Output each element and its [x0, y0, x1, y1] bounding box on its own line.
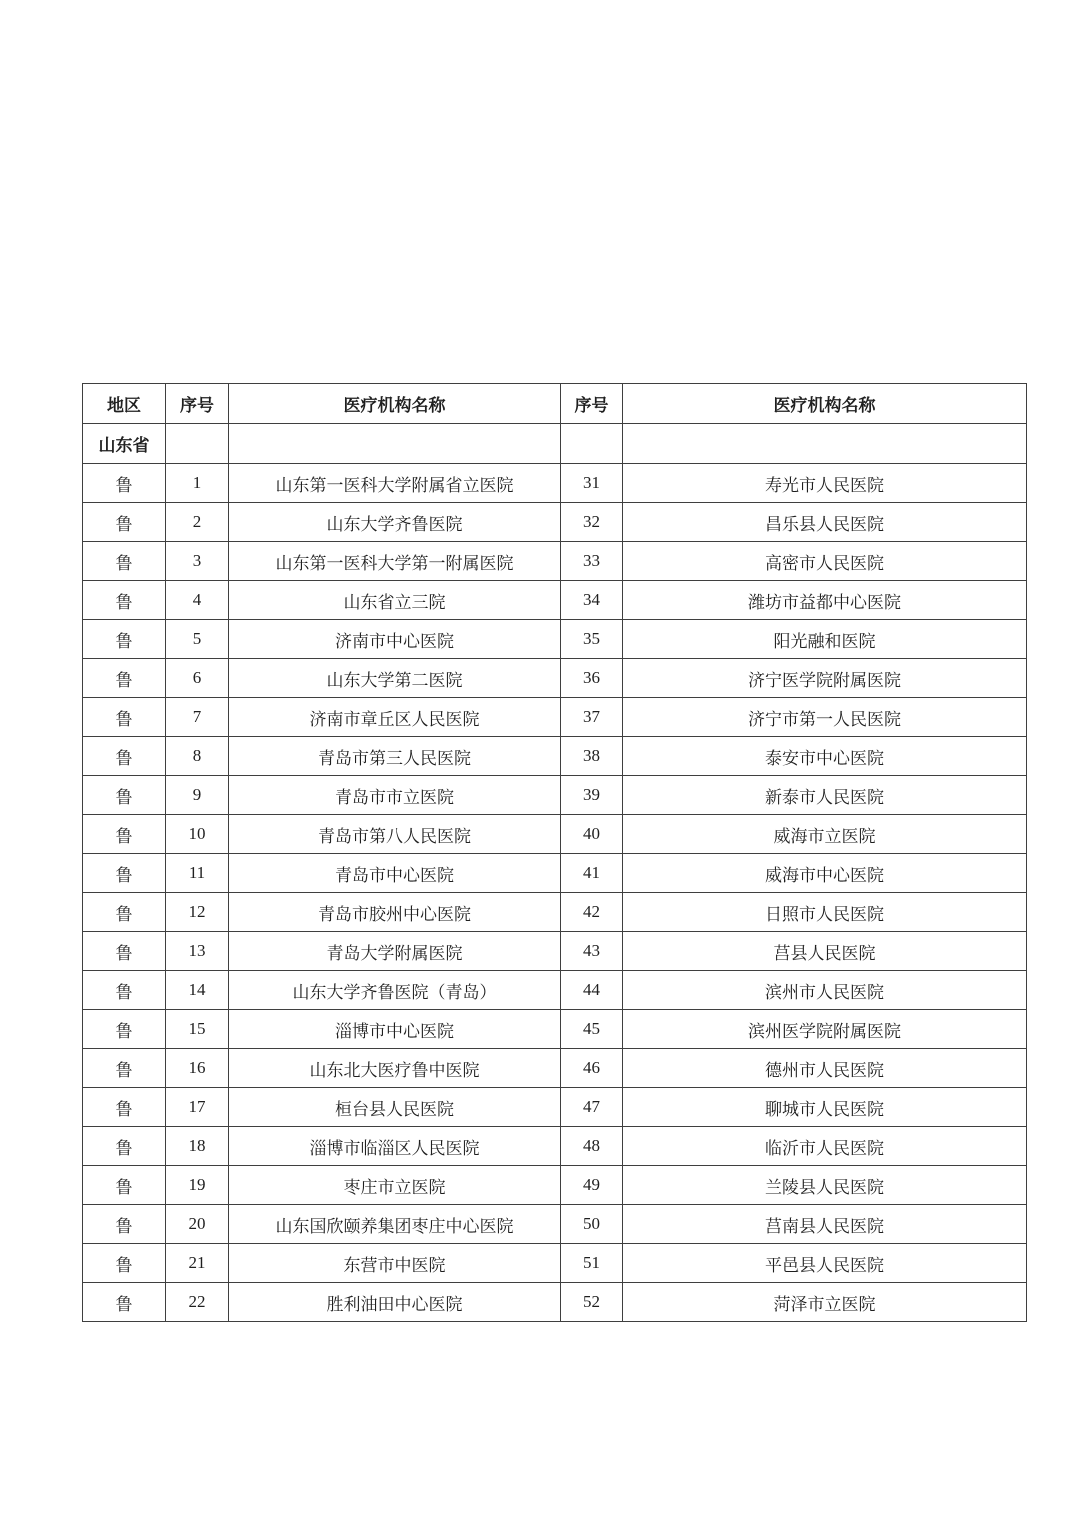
table-row — [83, 854, 1027, 893]
hospital-name-cell-right: 莒县人民医院 — [623, 932, 1027, 971]
hospital-name-cell-right: 高密市人民医院 — [623, 542, 1027, 581]
table-row — [83, 893, 1027, 932]
hospital-name-cell-right: 平邑县人民医院 — [623, 1244, 1027, 1283]
serial-cell-left: 7 — [166, 698, 229, 737]
hospital-name-cell-left: 青岛市中心医院 — [229, 854, 561, 893]
region-cell: 鲁 — [83, 620, 166, 659]
hospital-name-cell-right: 威海市中心医院 — [623, 854, 1027, 893]
region-cell: 鲁 — [83, 464, 166, 503]
hospital-name-cell-right: 阳光融和医院 — [623, 620, 1027, 659]
hospital-name-cell-right: 济宁医学院附属医院 — [623, 659, 1027, 698]
table-row — [83, 815, 1027, 854]
serial-cell-left: 11 — [166, 854, 229, 893]
province-row — [83, 424, 1027, 464]
hospital-table — [82, 383, 1027, 1322]
region-cell: 鲁 — [83, 503, 166, 542]
hospital-name-cell-left: 济南市中心医院 — [229, 620, 561, 659]
table-row — [83, 1088, 1027, 1127]
table-row — [83, 503, 1027, 542]
hospital-name-cell-left: 山东第一医科大学附属省立医院 — [229, 464, 561, 503]
serial-cell-right: 41 — [561, 854, 623, 893]
hospital-name-cell-right: 兰陵县人民医院 — [623, 1166, 1027, 1205]
serial-cell-left: 16 — [166, 1049, 229, 1088]
hospital-name-cell-left: 东营市中医院 — [229, 1244, 561, 1283]
hospital-name-cell-left: 济南市章丘区人民医院 — [229, 698, 561, 737]
region-cell: 鲁 — [83, 659, 166, 698]
serial-cell-right: 52 — [561, 1283, 623, 1322]
region-cell: 鲁 — [83, 1244, 166, 1283]
hospital-name-cell-left: 淄博市临淄区人民医院 — [229, 1127, 561, 1166]
table-body — [83, 424, 1027, 1322]
region-cell: 鲁 — [83, 776, 166, 815]
region-cell: 鲁 — [83, 893, 166, 932]
region-cell: 鲁 — [83, 815, 166, 854]
empty-cell — [561, 424, 623, 464]
serial-cell-right: 49 — [561, 1166, 623, 1205]
serial-cell-left: 2 — [166, 503, 229, 542]
hospital-name-cell-left: 桓台县人民医院 — [229, 1088, 561, 1127]
hospital-name-cell-right: 临沂市人民医院 — [623, 1127, 1027, 1166]
serial-cell-left: 15 — [166, 1010, 229, 1049]
table-row — [83, 1166, 1027, 1205]
hospital-name-cell-left: 淄博市中心医院 — [229, 1010, 561, 1049]
serial-cell-right: 37 — [561, 698, 623, 737]
region-cell: 鲁 — [83, 581, 166, 620]
table-row — [83, 1010, 1027, 1049]
hospital-name-cell-left: 青岛市第三人民医院 — [229, 737, 561, 776]
serial-cell-left: 9 — [166, 776, 229, 815]
table-row — [83, 1205, 1027, 1244]
serial-cell-left: 22 — [166, 1283, 229, 1322]
table-row — [83, 971, 1027, 1010]
hospital-name-cell-right: 德州市人民医院 — [623, 1049, 1027, 1088]
hospital-name-cell-right: 昌乐县人民医院 — [623, 503, 1027, 542]
serial-cell-left: 14 — [166, 971, 229, 1010]
serial-cell-left: 1 — [166, 464, 229, 503]
serial-cell-left: 5 — [166, 620, 229, 659]
province-label: 山东省 — [83, 424, 166, 464]
serial-cell-right: 45 — [561, 1010, 623, 1049]
serial-cell-left: 12 — [166, 893, 229, 932]
empty-cell — [229, 424, 561, 464]
table-header-row — [83, 384, 1027, 424]
table-row — [83, 659, 1027, 698]
region-cell: 鲁 — [83, 971, 166, 1010]
header-serial-left: 序号 — [166, 384, 229, 424]
serial-cell-left: 13 — [166, 932, 229, 971]
hospital-name-cell-right: 新泰市人民医院 — [623, 776, 1027, 815]
table-row — [83, 1127, 1027, 1166]
serial-cell-left: 18 — [166, 1127, 229, 1166]
hospital-name-cell-left: 山东第一医科大学第一附属医院 — [229, 542, 561, 581]
header-region: 地区 — [83, 384, 166, 424]
serial-cell-left: 17 — [166, 1088, 229, 1127]
serial-cell-right: 46 — [561, 1049, 623, 1088]
hospital-name-cell-right: 聊城市人民医院 — [623, 1088, 1027, 1127]
serial-cell-left: 10 — [166, 815, 229, 854]
region-cell: 鲁 — [83, 737, 166, 776]
hospital-name-cell-right: 寿光市人民医院 — [623, 464, 1027, 503]
hospital-name-cell-right: 泰安市中心医院 — [623, 737, 1027, 776]
table-row — [83, 1244, 1027, 1283]
serial-cell-right: 38 — [561, 737, 623, 776]
table-row — [83, 698, 1027, 737]
region-cell: 鲁 — [83, 1049, 166, 1088]
serial-cell-right: 48 — [561, 1127, 623, 1166]
table-row — [83, 737, 1027, 776]
serial-cell-left: 20 — [166, 1205, 229, 1244]
region-cell: 鲁 — [83, 1283, 166, 1322]
serial-cell-right: 43 — [561, 932, 623, 971]
table-row — [83, 464, 1027, 503]
header-serial-right: 序号 — [561, 384, 623, 424]
serial-cell-left: 8 — [166, 737, 229, 776]
table-row — [83, 1283, 1027, 1322]
hospital-name-cell-left: 山东省立三院 — [229, 581, 561, 620]
table-row — [83, 581, 1027, 620]
region-cell: 鲁 — [83, 854, 166, 893]
serial-cell-right: 35 — [561, 620, 623, 659]
serial-cell-right: 32 — [561, 503, 623, 542]
table-row — [83, 542, 1027, 581]
region-cell: 鲁 — [83, 542, 166, 581]
serial-cell-right: 42 — [561, 893, 623, 932]
serial-cell-left: 4 — [166, 581, 229, 620]
header-hospital-name-left: 医疗机构名称 — [229, 384, 561, 424]
table-row — [83, 620, 1027, 659]
hospital-name-cell-right: 菏泽市立医院 — [623, 1283, 1027, 1322]
serial-cell-right: 31 — [561, 464, 623, 503]
serial-cell-right: 47 — [561, 1088, 623, 1127]
hospital-name-cell-right: 济宁市第一人民医院 — [623, 698, 1027, 737]
hospital-name-cell-left: 山东北大医疗鲁中医院 — [229, 1049, 561, 1088]
serial-cell-right: 50 — [561, 1205, 623, 1244]
hospital-name-cell-left: 枣庄市立医院 — [229, 1166, 561, 1205]
hospital-name-cell-left: 山东大学第二医院 — [229, 659, 561, 698]
hospital-name-cell-right: 滨州医学院附属医院 — [623, 1010, 1027, 1049]
region-cell: 鲁 — [83, 698, 166, 737]
hospital-name-cell-right: 日照市人民医院 — [623, 893, 1027, 932]
hospital-name-cell-right: 威海市立医院 — [623, 815, 1027, 854]
serial-cell-left: 3 — [166, 542, 229, 581]
hospital-name-cell-left: 山东大学齐鲁医院 — [229, 503, 561, 542]
serial-cell-right: 39 — [561, 776, 623, 815]
hospital-name-cell-left: 山东国欣颐养集团枣庄中心医院 — [229, 1205, 561, 1244]
region-cell: 鲁 — [83, 1166, 166, 1205]
serial-cell-right: 44 — [561, 971, 623, 1010]
serial-cell-right: 34 — [561, 581, 623, 620]
region-cell: 鲁 — [83, 932, 166, 971]
serial-cell-left: 6 — [166, 659, 229, 698]
table-row — [83, 1049, 1027, 1088]
hospital-name-cell-right: 莒南县人民医院 — [623, 1205, 1027, 1244]
hospital-name-cell-left: 青岛市第八人民医院 — [229, 815, 561, 854]
serial-cell-left: 21 — [166, 1244, 229, 1283]
hospital-name-cell-left: 青岛市市立医院 — [229, 776, 561, 815]
serial-cell-left: 19 — [166, 1166, 229, 1205]
hospital-name-cell-right: 潍坊市益都中心医院 — [623, 581, 1027, 620]
region-cell: 鲁 — [83, 1127, 166, 1166]
hospital-name-cell-left: 山东大学齐鲁医院（青岛） — [229, 971, 561, 1010]
region-cell: 鲁 — [83, 1010, 166, 1049]
hospital-name-cell-left: 胜利油田中心医院 — [229, 1283, 561, 1322]
serial-cell-right: 36 — [561, 659, 623, 698]
region-cell: 鲁 — [83, 1205, 166, 1244]
hospital-name-cell-right: 滨州市人民医院 — [623, 971, 1027, 1010]
header-hospital-name-right: 医疗机构名称 — [623, 384, 1027, 424]
empty-cell — [166, 424, 229, 464]
table-row — [83, 932, 1027, 971]
table-row — [83, 776, 1027, 815]
region-cell: 鲁 — [83, 1088, 166, 1127]
serial-cell-right: 51 — [561, 1244, 623, 1283]
serial-cell-right: 40 — [561, 815, 623, 854]
empty-cell — [623, 424, 1027, 464]
serial-cell-right: 33 — [561, 542, 623, 581]
hospital-name-cell-left: 青岛大学附属医院 — [229, 932, 561, 971]
hospital-name-cell-left: 青岛市胶州中心医院 — [229, 893, 561, 932]
